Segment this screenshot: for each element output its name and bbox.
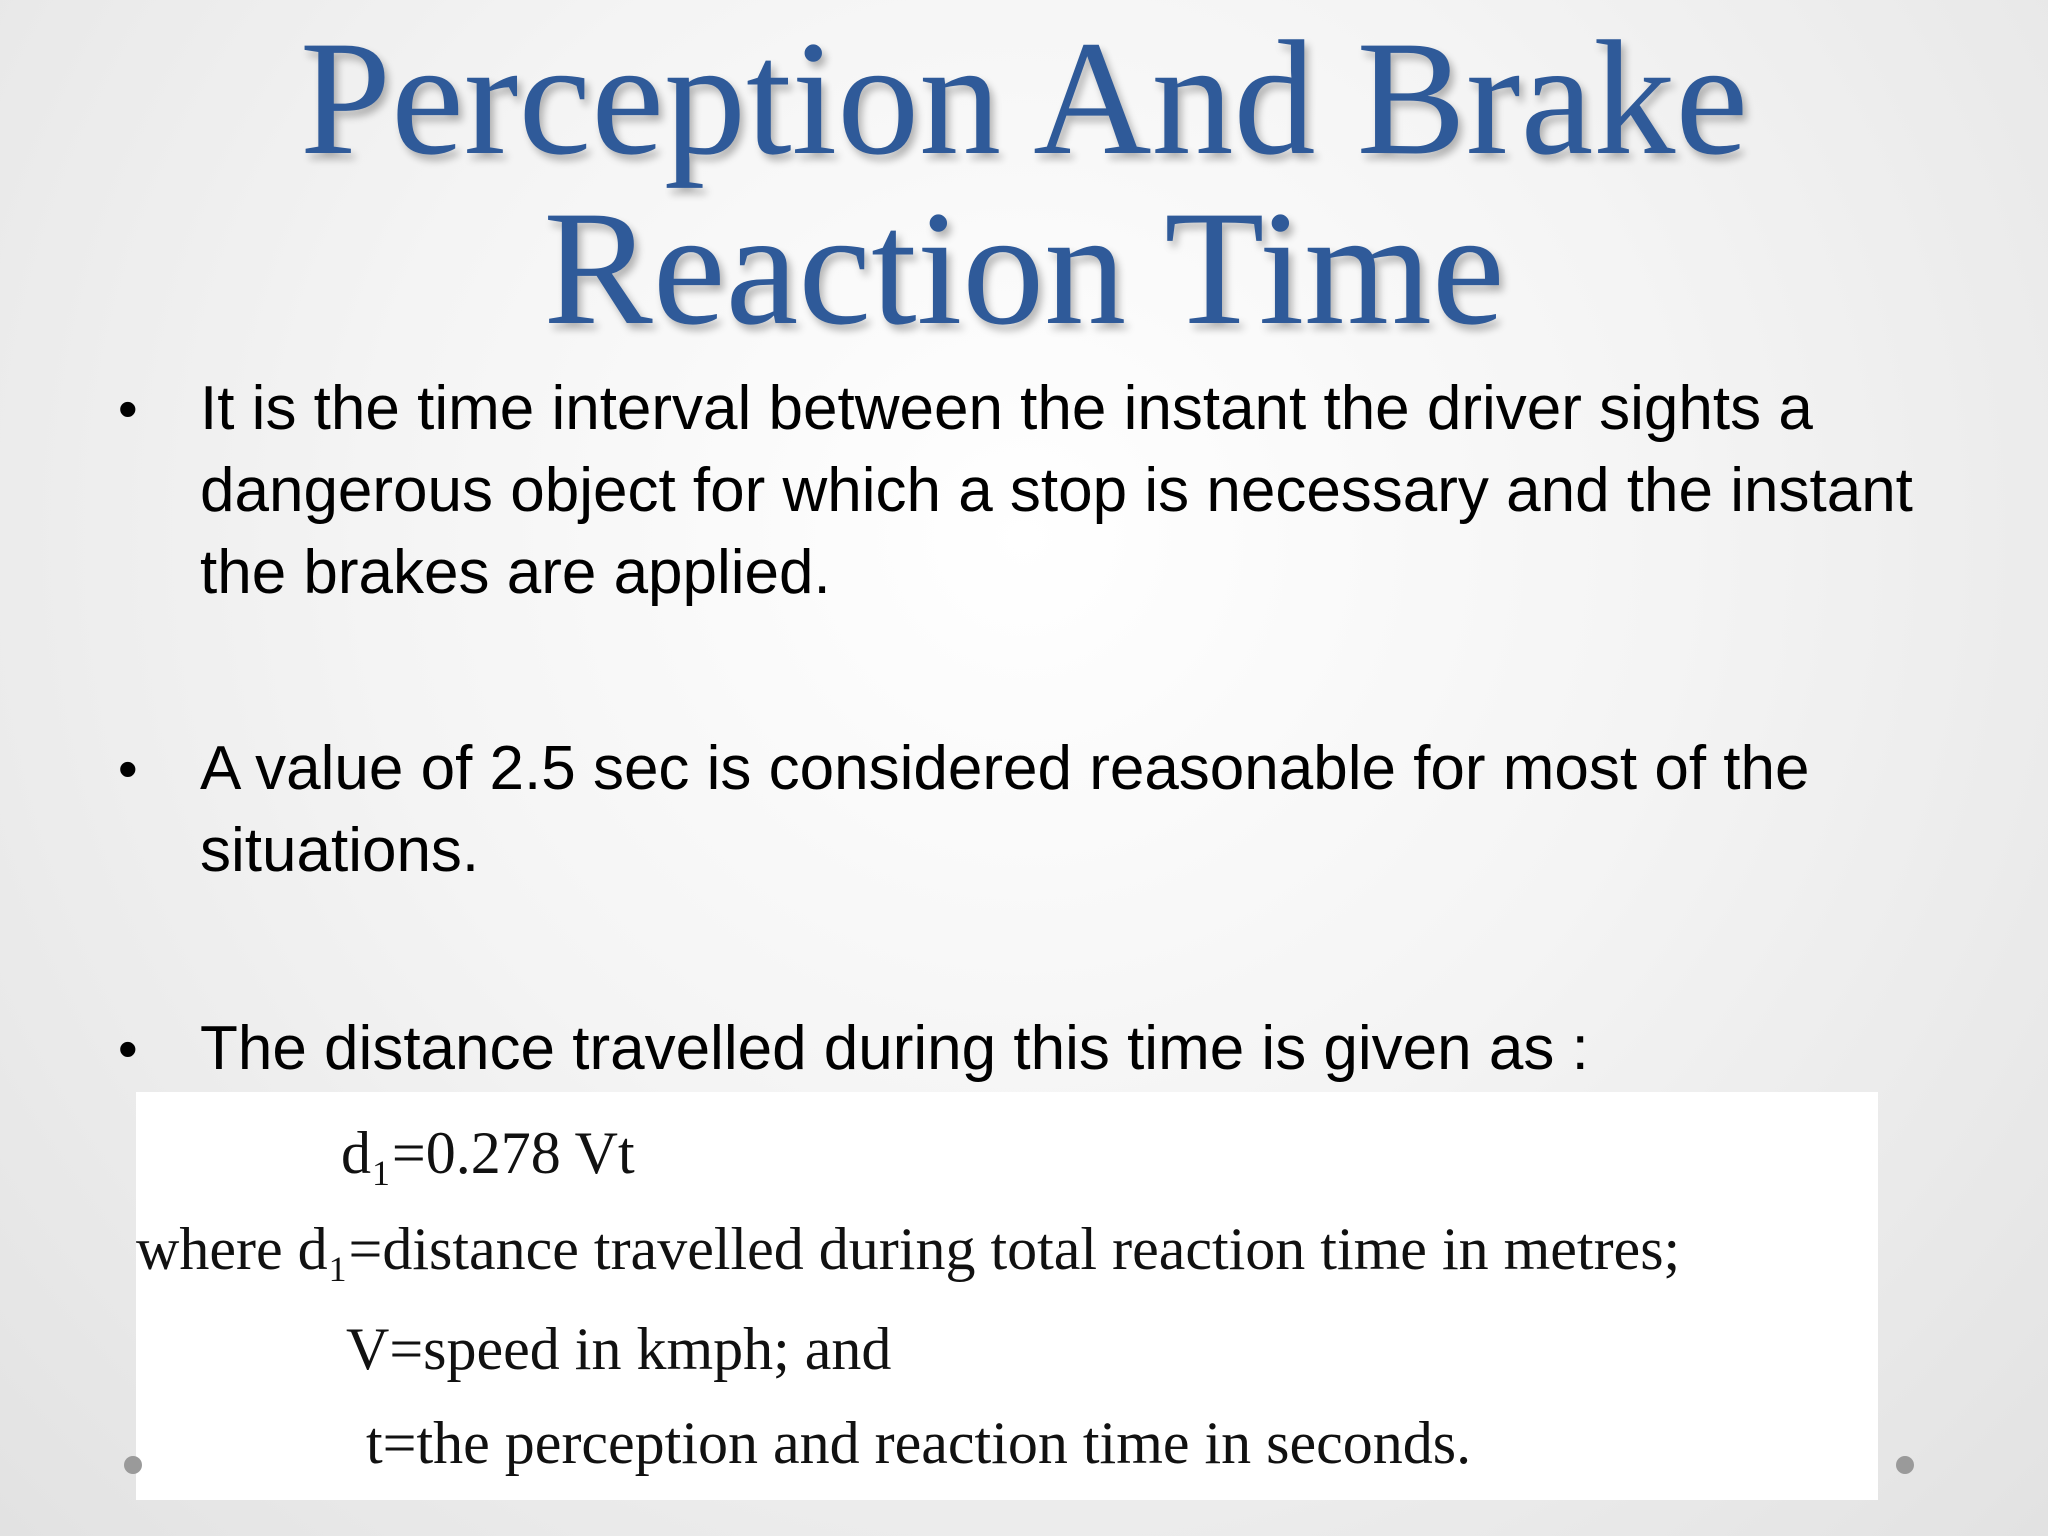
bullet-marker: • [118,737,138,800]
formula-definition-v: V=speed in kmph; and [346,1316,892,1382]
formula-equation: d₁=0.278 Vt [341,1120,635,1186]
slide-title-line-2: Reaction Time [543,178,1505,359]
bullet-marker: • [118,1017,138,1080]
slide-title-line-1: Perception And Brake [299,8,1749,189]
formula-image [136,1092,1878,1500]
decorative-dot-icon [124,1456,142,1474]
decorative-dot-icon [1896,1456,1914,1474]
formula-definition-d1: where d₁=distance travelled during total reaction time in metres; [136,1216,1681,1282]
formula-definition-t: t=the perception and reaction time in seconds. [366,1410,1472,1476]
bullet-text: The distance travelled during this time is given as : [200,1014,1589,1083]
bullet-marker: • [118,377,138,440]
bullet-text: It is the time interval between the instant the driver sights a dangerous object for which a stop is necessary and the instant the brakes are applied. [200,374,1913,607]
bullet-text: A value of 2.5 sec is considered reasonable for most of the situations. [200,734,1810,885]
slide-title [0,8,2048,359]
